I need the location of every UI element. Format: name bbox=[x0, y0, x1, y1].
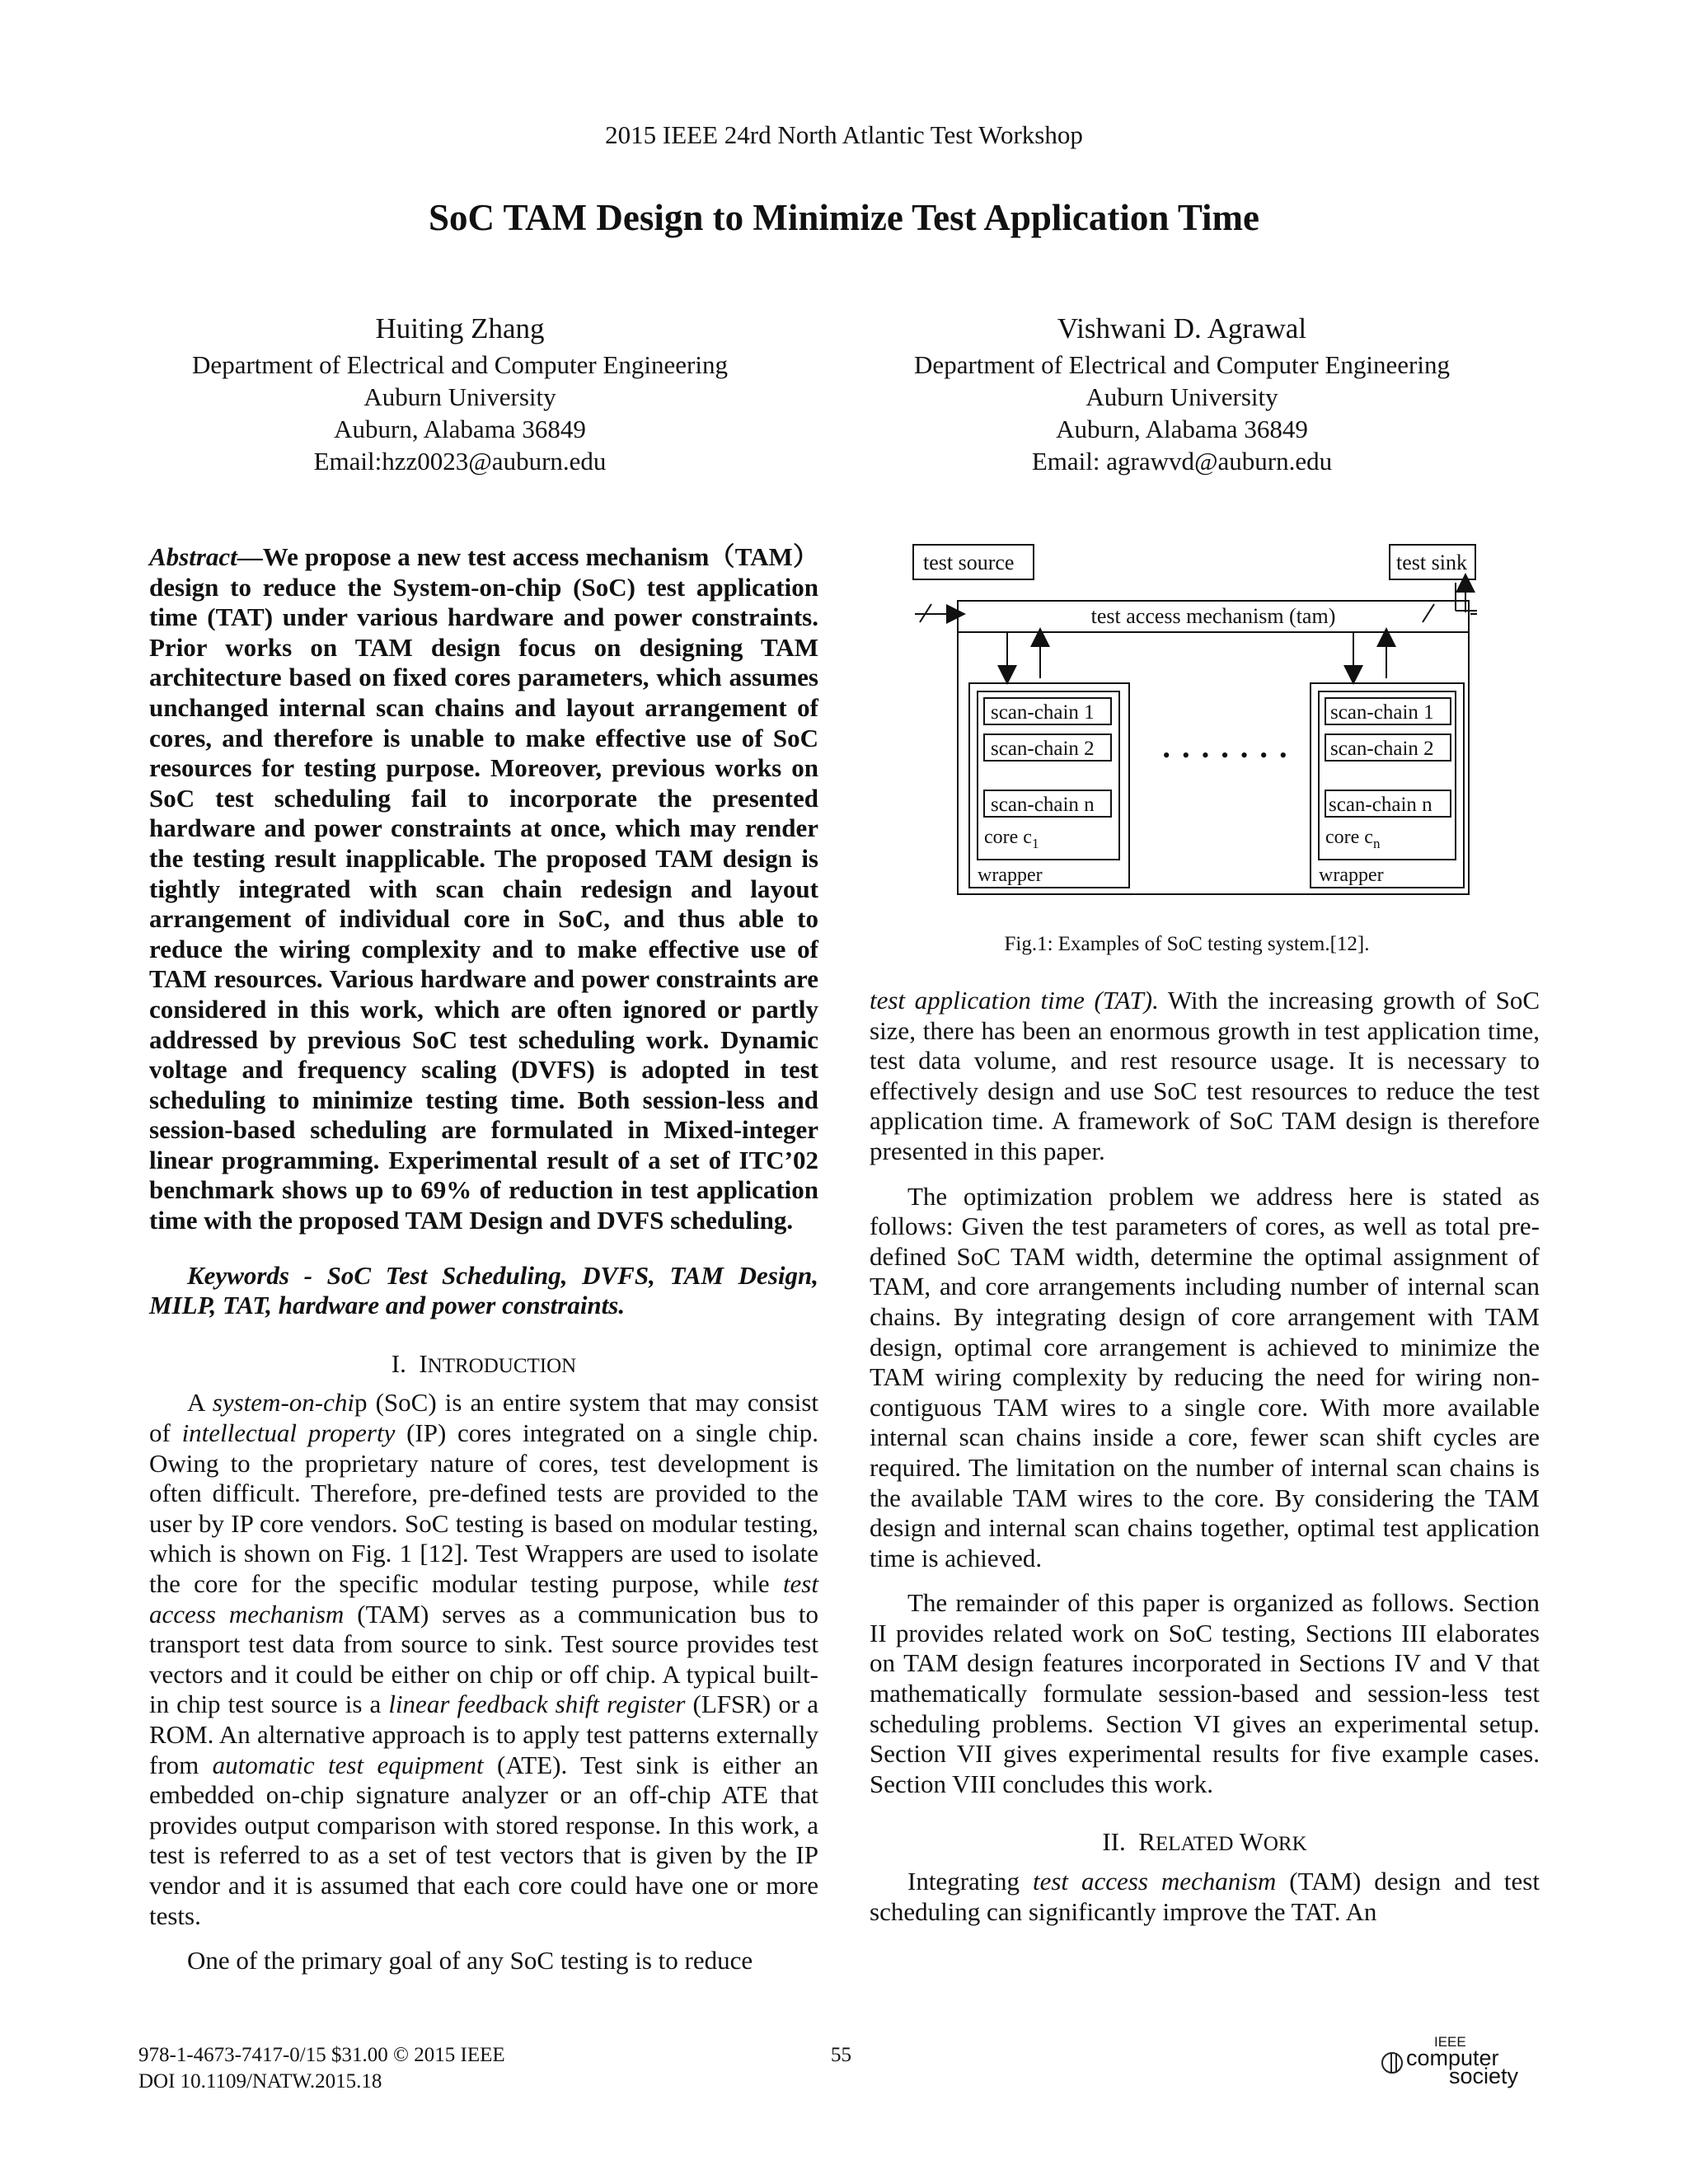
footer-isbn: 978-1-4673-7417-0/15 $31.00 © 2015 IEEE bbox=[138, 2044, 505, 2066]
keywords: Keywords - SoC Test Scheduling, DVFS, TAM Design, MILP, TAT, hardware and power constraints. bbox=[149, 1260, 818, 1320]
core1-chain2: scan-chain 2 bbox=[991, 738, 1095, 760]
coren-chain2: scan-chain 2 bbox=[1330, 738, 1434, 760]
abstract-lead: Abstract bbox=[149, 542, 237, 571]
ellipsis-dots: • • • • • • • bbox=[1162, 743, 1291, 767]
ieee-computer-society-logo: IEEE computer society bbox=[1381, 2034, 1530, 2083]
conference-header: 2015 IEEE 24rd North Atlantic Test Workshop bbox=[605, 120, 1083, 149]
right-paragraph-2: The optimization problem we address here is stated as follows: Given the test parameters of cores, as well as total pre-defined SoC TAM width, determine the optimal assignment of TAM, and core arrangements including number of internal scan chains. By integrating design of core arrangement with TAM design, optimal core arrangement is achieved to minimize the TAM wiring complexity by reducing the need for wiring non-contiguous TAM wires to a single core. With more available internal scan chains inside a core, fewer scan shift cycles are required. The limitation on the number of internal scan chains is the available TAM wires to the core. By considering the TAM design and internal scan chains together, optimal test application time is achieved. bbox=[870, 1181, 1540, 1572]
coren-label: core $c_n$ bbox=[1325, 827, 1381, 851]
core1-chain1: scan-chain 1 bbox=[991, 701, 1095, 724]
figure-caption: Fig.1: Examples of SoC testing system.[12]. bbox=[1004, 933, 1370, 955]
paper-title: SoC TAM Design to Minimize Test Application Time bbox=[429, 197, 1259, 238]
author-address: Auburn, Alabama 36849 bbox=[1056, 415, 1308, 443]
author-address: Auburn, Alabama 36849 bbox=[334, 415, 586, 443]
wrapper1-label: wrapper bbox=[978, 865, 1043, 886]
figure-soc-testing-system bbox=[908, 541, 1477, 896]
globe-icon bbox=[1381, 2052, 1403, 2074]
abstract-text: —We propose a new test access mechanism（TAM）design to reduce the System-on-chip (SoC) test application time (TAT) under various hardware and power constraints. Prior works on TAM design focus on designing TAM architecture based on fixed cores parameters, which assumes unchanged internal scan chains and layout arrangement of cores, and therefore is unable to make effective use of SoC resources for testing purpose. Moreover, previous works on SoC test scheduling fail to incorporate the presented hardware and power constraints at once, which may render the testing result inapplicable. The proposed TAM design is tightly integrated with scan chain redesign and layout arrangement of individual core in SoC, and thus able to reduce the wiring complexity and to make effective use of TAM resources. Various hardware and power constraints are considered in this work, which are often ignored or partly addressed by previous SoC test scheduling work. Dynamic voltage and frequency scaling (DVFS) is adopted in test scheduling to minimize testing time. Both session-less and session-based scheduling are formulated in Mixed-integer linear programming. Experimental result of a set of ITC’02 benchmark shows up to 69% of reduction in test application time with the proposed TAM Design and DVFS scheduling. bbox=[149, 542, 818, 1235]
test-sink-label: test sink bbox=[1396, 551, 1467, 574]
right-paragraph-1: test application time (TAT). With the increasing growth of SoC size, there has been an enormous growth in test application time, test data volume, and rest resource usage. It is necessary to effectively design and use SoC test resources to reduce the test application time. A framework of SoC TAM design is therefore presented in this paper. bbox=[870, 986, 1540, 1165]
section-heading-introduction: I. INTRODUCTION bbox=[391, 1348, 577, 1378]
section-heading-related-work: II. RELATED WORK bbox=[1102, 1827, 1307, 1857]
footer-doi: DOI 10.1109/NATW.2015.18 bbox=[138, 2070, 382, 2093]
right-paragraph-4: Integrating test access mechanism (TAM) design and test scheduling can significantly improve the TAT. An bbox=[870, 1867, 1540, 1926]
author-block-2 bbox=[844, 309, 1520, 477]
soc-diagram bbox=[908, 541, 1477, 896]
intro-paragraph-2: One of the primary goal of any SoC testing is to reduce bbox=[187, 1946, 753, 1975]
core1-label: core $c_1$ bbox=[984, 827, 1039, 851]
coren-chainn: scan-chain n bbox=[1329, 794, 1432, 816]
author-name: Huiting Zhang bbox=[375, 312, 545, 344]
intro-paragraph-1: A system-on-chip (SoC) is an entire system that may consist of intellectual property (IP) cores integrated on a single chip. Owing to the proprietary nature of cores, test development is often difficult. Therefore, pre-defined tests are provided to the user by IP core vendors. SoC testing is based on modular testing, which is shown on Fig. 1 [12]. Test Wrappers are used to isolate the core for the specific modular testing purpose, while test access mechanism (TAM) serves as a communication bus to transport test data from source to sink. Test source provides test vectors and it could be either on chip or off chip. A typical built-in chip test source is a linear feedback shift register (LFSR) or a ROM. An alternative approach is to apply test patterns externally from automatic test equipment (ATE). Test sink is either an embedded on-chip signature analyzer or an off-chip ATE that provides output comparison with stored response. In this work, a test is referred to as a set of test vectors that is given by the IP vendor and it is assumed that each core could have one or more tests. bbox=[149, 1388, 818, 1930]
author-university: Auburn University bbox=[363, 382, 556, 411]
author-block-1 bbox=[122, 309, 798, 477]
author-dept: Department of Electrical and Computer Engineering bbox=[914, 350, 1450, 379]
left-column bbox=[149, 542, 818, 1976]
coren-chain1: scan-chain 1 bbox=[1330, 701, 1434, 724]
author-dept: Department of Electrical and Computer Engineering bbox=[192, 350, 728, 379]
right-paragraph-3: The remainder of this paper is organized as follows. Section II provides related work on SoC testing, Sections III elaborates on TAM design features incorporated in Sections IV and V that mathematically formulate session-based and session-less test scheduling problems. Section VI gives an experimental setup. Section VII gives experimental results for five example cases. Section VIII concludes this work. bbox=[870, 1588, 1540, 1798]
test-source-label: test source bbox=[923, 551, 1015, 574]
page-number: 55 bbox=[831, 2044, 851, 2066]
tam-label: test access mechanism (tam) bbox=[1090, 604, 1336, 628]
footer-left bbox=[138, 2042, 505, 2095]
author-email: Email:hzz0023@auburn.edu bbox=[313, 447, 607, 476]
author-university: Auburn University bbox=[1085, 382, 1278, 411]
author-name: Vishwani D. Agrawal bbox=[1057, 312, 1307, 344]
abstract bbox=[149, 542, 818, 1236]
wrappern-label: wrapper bbox=[1319, 865, 1384, 886]
right-column bbox=[870, 986, 1540, 1927]
author-email: Email: agrawvd@auburn.edu bbox=[1031, 447, 1333, 476]
core1-chainn: scan-chain n bbox=[991, 794, 1095, 816]
